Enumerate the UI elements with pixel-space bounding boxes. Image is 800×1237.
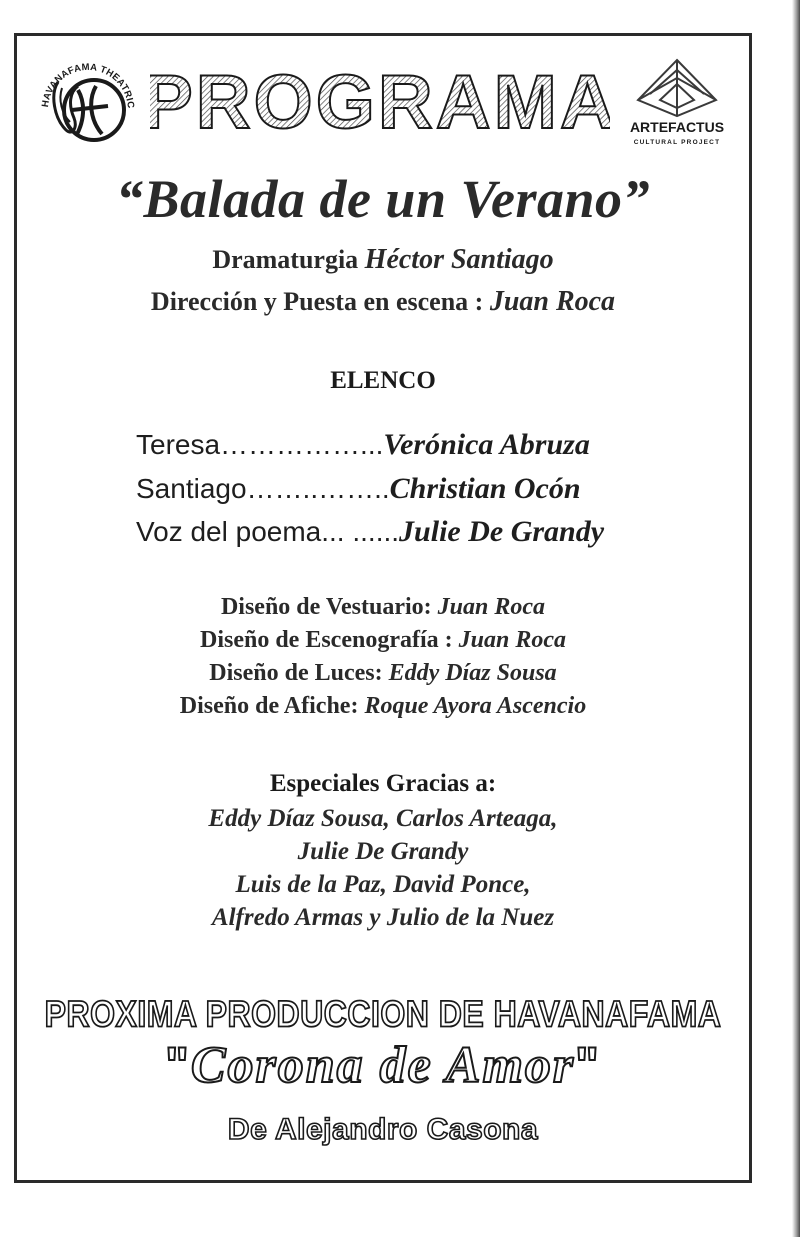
- artefactus-logo-text: ARTEFACTUS: [630, 119, 724, 135]
- dramaturgy-name: Héctor Santiago: [364, 244, 554, 275]
- cast-role: Teresa……………...: [136, 429, 384, 460]
- quote-open: ": [165, 1037, 191, 1093]
- design-name: Juan Roca: [458, 627, 566, 653]
- thanks-heading: Especiales Gracias a:: [269, 770, 497, 797]
- design-label: Diseño de Vestuario:: [220, 594, 432, 620]
- cast-member: [136, 472, 581, 506]
- artefactus-logo-subtext: CULTURAL PROJECT: [633, 139, 721, 146]
- quote-close: ": [575, 1037, 601, 1093]
- next-production-author: De Alejandro Casona: [227, 1113, 539, 1146]
- next-production-heading: PROXIMA PRODUCCION DE HAVANAFAMA: [44, 993, 722, 1035]
- design-label: Diseño de Afiche:: [179, 693, 359, 719]
- programa-heading-text: PROGRAMA: [150, 60, 610, 140]
- programa-heading: [150, 60, 610, 140]
- design-name: Roque Ayora Ascencio: [364, 693, 587, 719]
- cast-role: Voz del poema... ......: [136, 516, 400, 547]
- direction-name: Juan Roca: [489, 286, 616, 317]
- page-edge-shadow: [792, 0, 800, 1237]
- design-credit: [14, 660, 752, 687]
- havanafama-logo: [32, 48, 144, 148]
- direction-line: [14, 286, 752, 318]
- cast-actor: Julie De Grandy: [399, 515, 605, 548]
- design-credit: [14, 594, 752, 621]
- cast-member: [136, 515, 604, 549]
- cast-actor: Verónica Abruza: [383, 428, 590, 461]
- direction-label: Dirección y Puesta en escena :: [150, 287, 484, 316]
- design-label: Diseño de Escenografía :: [199, 627, 453, 653]
- artefactus-logo: [630, 54, 724, 149]
- design-name: Eddy Díaz Sousa: [388, 660, 557, 686]
- next-production-title: Corona de Amor: [190, 1037, 576, 1094]
- design-credit: [14, 693, 752, 720]
- next-production-title-line: [14, 1036, 752, 1095]
- thanks-line: Luis de la Paz, David Ponce,: [235, 871, 531, 898]
- thanks-line: Alfredo Armas y Julio de la Nuez: [211, 904, 555, 931]
- cast-actor: Christian Ocón: [389, 472, 581, 505]
- design-label: Diseño de Luces:: [209, 660, 383, 686]
- play-title: “Balada de un Verano”: [115, 169, 651, 229]
- dramaturgy-label: Dramaturgia: [212, 245, 359, 274]
- thanks-line: Julie De Grandy: [297, 838, 469, 865]
- cast-role: Santiago……..……..: [136, 473, 390, 504]
- design-credit: [14, 627, 752, 654]
- havanafama-logo-text: HAVANAFAMA THEATRIC: [40, 61, 137, 110]
- thanks-line: Eddy Díaz Sousa, Carlos Arteaga,: [208, 805, 558, 832]
- cast-member: [136, 428, 590, 462]
- design-name: Juan Roca: [437, 594, 546, 620]
- cast-heading: ELENCO: [330, 367, 436, 394]
- dramaturgy-line: [14, 244, 752, 276]
